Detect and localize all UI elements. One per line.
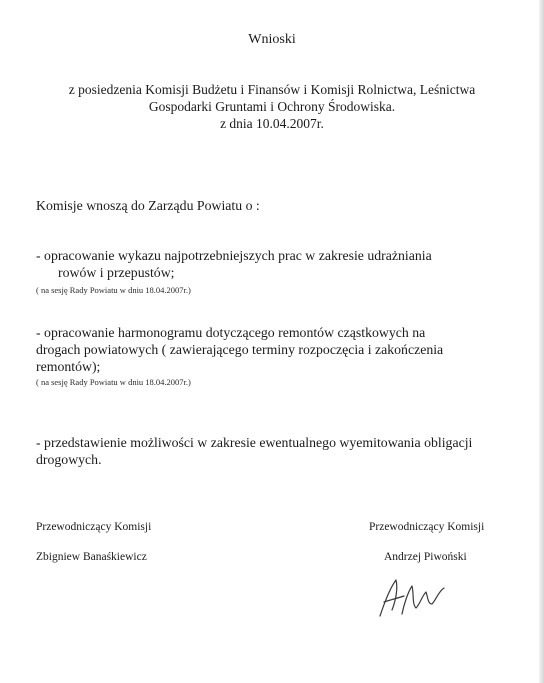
left-signatory-name: Zbigniew Banaśkiewicz (36, 551, 147, 563)
item-2-line-1: - opracowanie harmonogramu dotyczącego remontów cząstkowych na (36, 325, 426, 340)
item-1-line-2: rowów i przepustów; (58, 265, 175, 280)
item-2-note: ( na sesję Rady Powiatu w dniu 18.04.2007r.) (36, 377, 191, 387)
item-3-line-2: drogowych. (36, 452, 102, 467)
document-title: Wnioski (248, 32, 296, 47)
right-signatory-name: Andrzej Piwoński (384, 551, 467, 563)
item-1-line-1: - opracowanie wykazu najpotrzebniejszych prac w zakresie udrażniania (36, 248, 432, 263)
item-1-note: ( na sesję Rady Powiatu w dniu 18.04.2007r.) (36, 285, 191, 295)
left-signatory-role: Przewodniczący Komisji (36, 521, 152, 533)
subtitle-line-1: z posiedzenia Komisji Budżetu i Finansów i Komisji Rolnictwa, Leśnictwa (68, 82, 476, 97)
item-2-line-2: drogach powiatowych ( zawierającego terminy rozpoczęcia i zakończenia (36, 342, 444, 357)
handwritten-signature (372, 574, 462, 622)
subtitle-line-2: Gospodarki Gruntami i Ochrony Środowiska. (148, 99, 396, 114)
subtitle-date: z dnia 10.04.2007r. (220, 116, 324, 131)
item-2-line-3: remontów); (36, 359, 101, 374)
item-3-line-1: - przedstawienie możliwości w zakresie ewentualnego wyemitowania obligacji (36, 435, 473, 450)
intro-text: Komisje wnoszą do Zarządu Powiatu o : (36, 198, 260, 213)
right-signatory-role: Przewodniczący Komisji (369, 521, 485, 533)
